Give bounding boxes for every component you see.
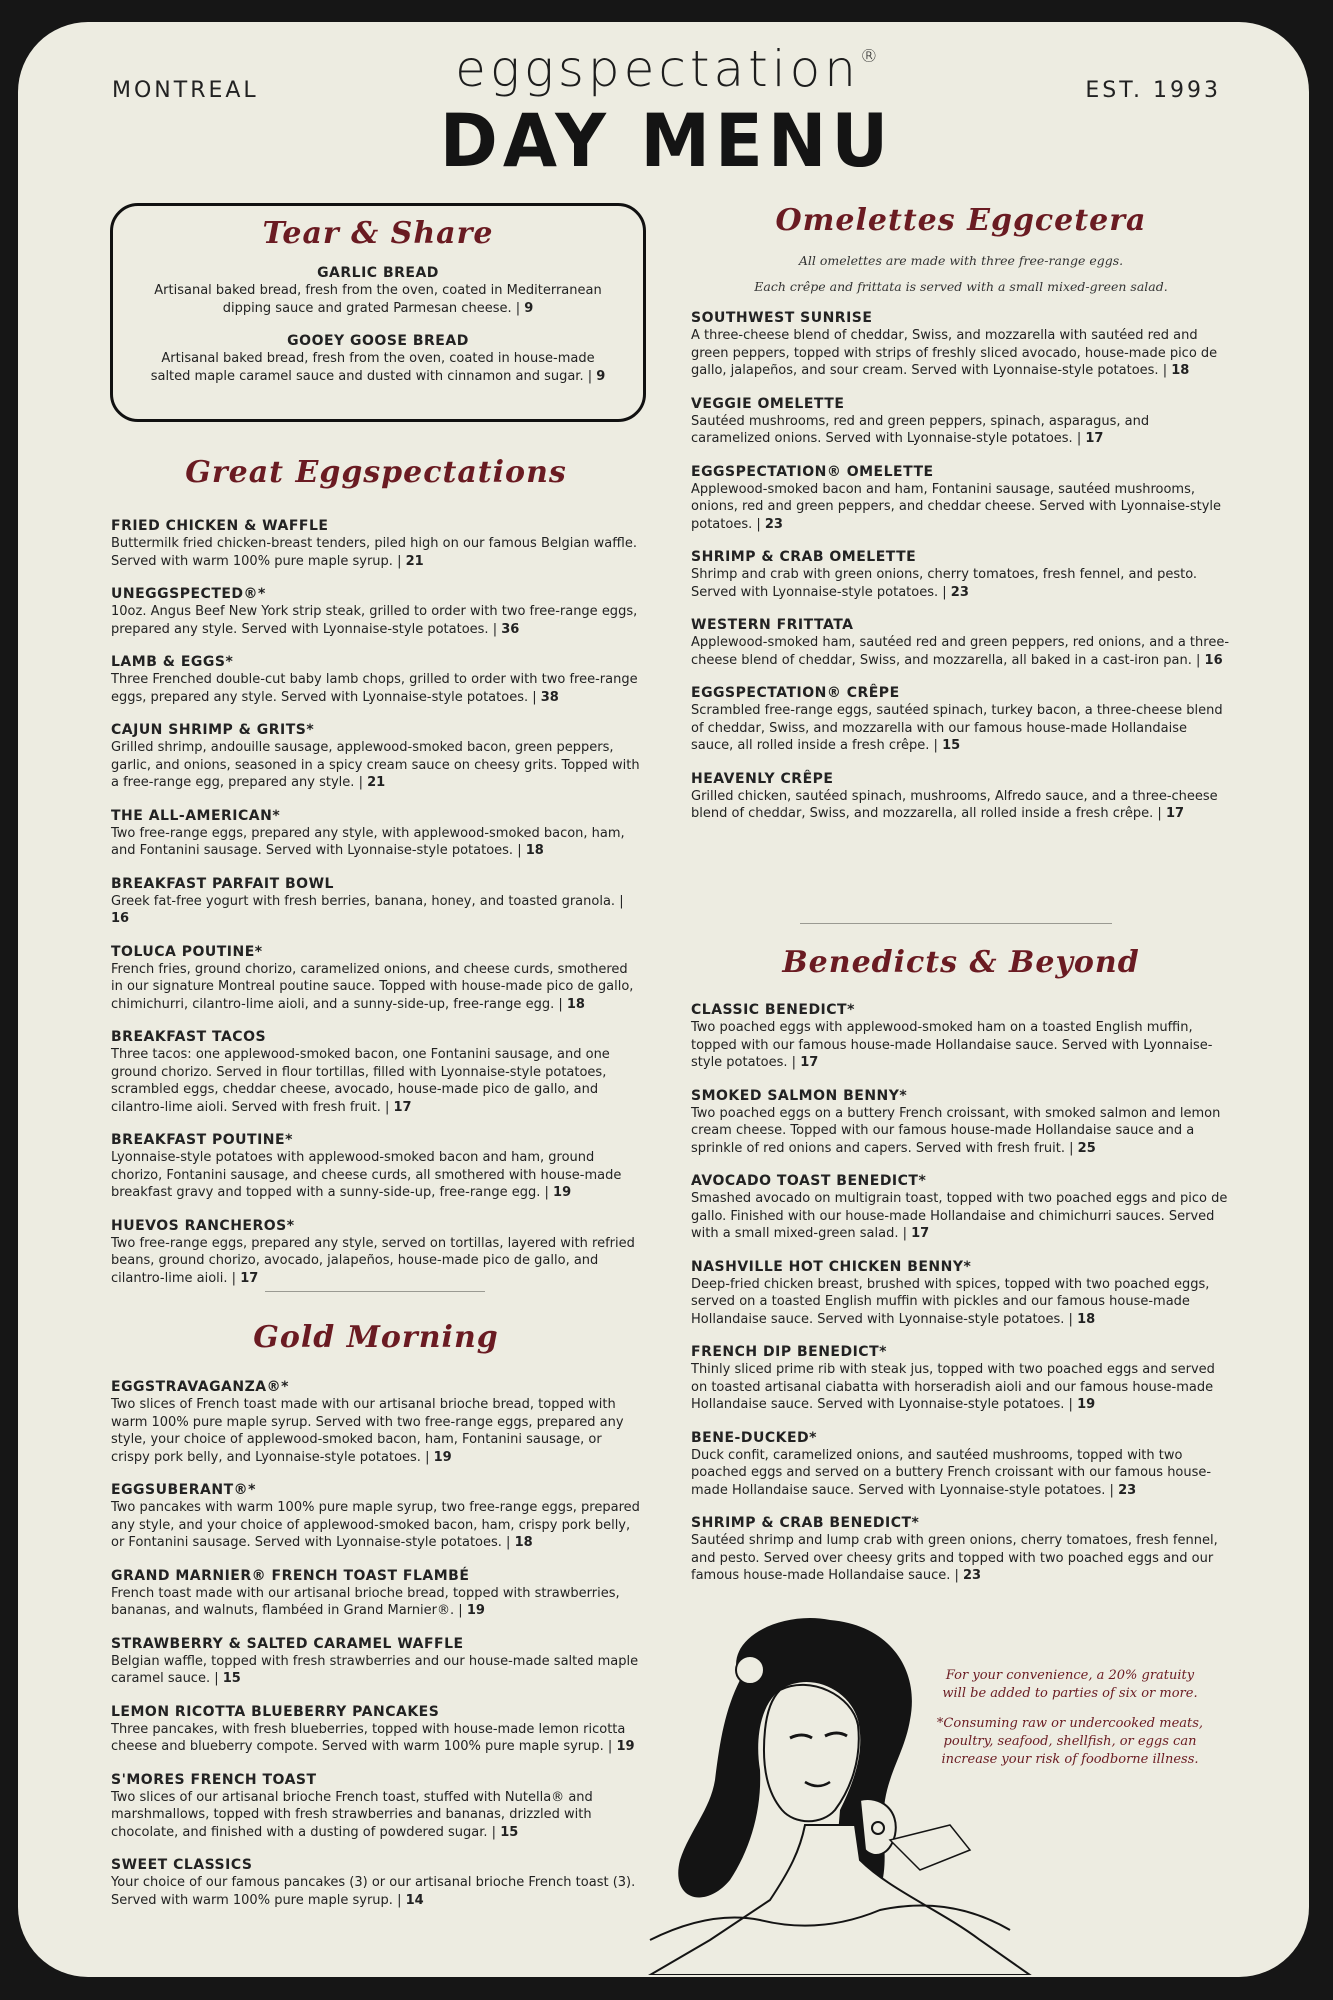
menu-item-price: 17 [911,1226,930,1241]
menu-item-description: French fries, ground chorizo, caramelized onions, and cheese curds, smothered in our signature Montreal poutine sauce. Topped with house-made pico de gallo, chimichurri, cilantro-lime aioli, and a sunny-side-up, free-range egg. | 18 [111,961,634,1012]
menu-item-description: Greek fat-free yogurt with fresh berries, banana, honey, and toasted granola. | 16 [111,893,624,926]
menu-item-name: S'MORES FRENCH TOAST [111,1771,317,1788]
menu-item-description: Deep-fried chicken breast, brushed with spices, topped with two poached eggs, served on a toasted English muffin with pickles and our famous house-made Hollandaise sauce. Served with Lyonnaise-style potatoes. | 18 [691,1276,1210,1327]
menu-item [691,1430,1231,1500]
menu-item-description: Two free-range eggs, prepared any style, with applewood-smoked bacon, ham, and Fontanini sausage. Served with Lyonnaise-style potatoes. | 18 [111,825,625,858]
menu-item-description-text: French toast made with our artisanal brioche bread, topped with strawberries, bananas, and walnuts, flambéed in Grand Marnier®. [111,1585,620,1618]
menu-item-description-text: Applewood-smoked ham, sautéed red and green peppers, red onions, and a three-cheese blend of cheddar, Swiss, and mozzarella, all baked in a cast-iron pan. [691,635,1230,668]
menu-item-description: Two poached eggs on a buttery French croissant, with smoked salmon and lemon cream cheese. Topped with our famous house-made Hollandaise sauce and a sprinkle of red onions and capers. Served with fresh fruit. | 25 [691,1105,1221,1156]
menu-item-name: BREAKFAST PARFAIT BOWL [111,875,334,892]
menu-item-price: 38 [540,689,559,705]
menu-item-description: French toast made with our artisanal brioche bread, topped with strawberries, bananas, and walnuts, flambéed in Grand Marnier®. | 19 [111,1585,620,1618]
menu-item-description-text: Artisanal baked bread, fresh from the oven, coated in Mediterranean dipping sauce and grated Parmesan cheese. [154,283,602,316]
menu-item-name: VEGGIE OMELETTE [691,395,845,412]
menu-item-description: 10oz. Angus Beef New York strip steak, grilled to order with two free-range eggs, prepared any style. Served with Lyonnaise-style potatoes. | 36 [111,604,638,637]
menu-item-price: 14 [405,1892,424,1908]
menu-item [111,1029,641,1116]
menu-item-description: Two poached eggs with applewood-smoked ham on a toasted English muffin, topped with our famous house-made Hollandaise sauce. Served with Lyonnaise-style potatoes. | 17 [691,1020,1213,1070]
menu-item-description: Grilled chicken, sautéed spinach, mushrooms, Alfredo sauce, and a three-cheese blend of cheddar, Swiss, and mozzarella, all rolled inside a fresh crêpe. | 17 [691,788,1218,821]
menu-item-description: Lyonnaise-style potatoes with applewood-smoked bacon and ham, ground chorizo, Fontanini sausage, and cheese curds, all smothered with house-made breakfast gravy and topped with a sunny-side-up, free-range egg. | 19 [111,1150,622,1200]
menu-item-name: EGGSPECTATION® CRÊPE [691,685,900,701]
menu-item-name: LEMON RICOTTA BLUEBERRY PANCAKES [111,1703,440,1720]
menu-item [111,1568,641,1620]
menu-item-name: EGGSUBERANT®* [111,1482,256,1498]
menu-item-price: 16 [1204,652,1223,668]
menu-item-price: 18 [514,1535,533,1550]
menu-item-name: HUEVOS RANCHEROS* [111,1217,295,1234]
omelettes-list [691,310,1231,823]
menu-item [111,1857,641,1909]
great-eggspectations-title: Great Eggspectations [185,455,567,490]
menu-item-price: 18 [1171,363,1190,378]
menu-item-description-text: Your choice of our famous pancakes (3) or our artisanal brioche French toast (3). Served with warm 100% pure maple syrup. [111,1875,636,1908]
menu-item-price: 23 [963,1568,982,1583]
menu-item-description-text: Artisanal baked bread, fresh from the oven, coated in house-made salted maple caramel sauce and dusted with cinnamon and sugar. [150,351,595,384]
tear-share-list [113,265,643,385]
menu-item-description: Applewood-smoked bacon and ham, Fontanini sausage, sautéed mushrooms, onions, red and green peppers, and cheddar cheese. Served with Lyonnaise-style potatoes. | 23 [691,481,1221,532]
established-label: EST. 1993 [1085,78,1221,103]
menu-item-description-text: Three Frenched double-cut baby lamb chops, grilled to order with two free-range eggs, prepared any style. Served with Lyonnaise-style potatoes. [111,672,638,705]
menu-item-price: 19 [1077,1397,1096,1412]
menu-item [691,1344,1231,1414]
tear-share-box [110,203,646,422]
menu-item-description-text: Duck confit, caramelized onions, and sautéed mushrooms, topped with two poached eggs and served on a buttery French croissant with our famous house-made Hollandaise sauce. Served with Lyonnaise-style potatoes. [691,1447,1212,1498]
menu-item-description: Duck confit, caramelized onions, and sautéed mushrooms, topped with two poached eggs and served on a buttery French croissant with our famous house-made Hollandaise sauce. Served with Lyonnaise-style potatoes. | 23 [691,1447,1212,1498]
menu-item-description: Smashed avocado on multigrain toast, topped with two poached eggs and pico de gallo. Finished with our house-made Hollandaise and chimichurri sauces. Served with a small mixed-green salad. | 17 [691,1191,1228,1241]
menu-item [691,396,1231,448]
menu-item-description-text: Scrambled free-range eggs, sautéed spinach, turkey bacon, a three-cheese blend of cheddar, Swiss, and mozzarella with our famous house-made Hollandaise sauce, all rolled inside a fresh crêpe. [691,703,1223,753]
tear-share-title: Tear & Share [262,216,494,251]
menu-item-description-text: Shrimp and crab with green onions, cherry tomatoes, fresh fennel, and pesto. Served with Lyonnaise-style potatoes. [691,567,1198,600]
menu-item-description: Artisanal baked bread, fresh from the oven, coated in Mediterranean dipping sauce and grated Parmesan cheese. | 9 [154,283,602,316]
menu-item-price: 18 [525,843,544,858]
menu-item-description: Scrambled free-range eggs, sautéed spinach, turkey bacon, a three-cheese blend of cheddar, Swiss, and mozzarella with our famous house-made Hollandaise sauce, all rolled inside a fresh crêpe. | 15 [691,703,1223,753]
menu-item [691,617,1231,669]
menu-item [111,808,641,860]
city-label: MONTREAL [112,78,259,103]
menu-item-price: 36 [501,621,520,637]
menu-item [143,333,613,385]
menu-item-description-text: Grilled shrimp, andouille sausage, applewood-smoked bacon, green peppers, garlic, and onions, seasoned in a spicy cream sauce on cheesy grits. Topped with a free-range egg, prepared any style. [111,740,640,790]
omelettes-note-1: All omelettes are made with three free-range eggs. [798,253,1124,268]
menu-item-name: CAJUN SHRIMP & GRITS* [111,722,315,738]
menu-item-description: Two slices of our artisanal brioche French toast, stuffed with Nutella® and marshmallows, topped with fresh strawberries and bananas, drizzled with chocolate, and finished with a dusting of powdered sugar. | 15 [111,1789,593,1840]
menu-item [111,1704,641,1756]
menu-item-description: Three pancakes, with fresh blueberries, topped with house-made lemon ricotta cheese and blueberry compote. Served with warm 100% pure maple syrup. | 19 [111,1721,635,1754]
menu-item-name: BREAKFAST TACOS [111,1029,267,1045]
menu-item [111,654,641,706]
gratuity-note: For your convenience, a 20% gratuity will be added to parties of six or more. [942,1668,1198,1701]
menu-item-price: 16 [111,911,130,926]
menu-item-name: AVOCADO TOAST BENEDICT* [691,1173,927,1189]
menu-item-price: 19 [553,1185,572,1200]
menu-item [691,771,1231,823]
registered-mark: ® [859,46,878,67]
menu-item-name: LAMB & EGGS* [111,654,234,670]
gold-morning-column [111,1320,641,1925]
menu-item [111,1218,641,1288]
menu-item-description: Three tacos: one applewood-smoked bacon, one Fontanini sausage, and one ground chorizo. Served in flour tortillas, filled with Lyonnaise-style potatoes, scrambled eggs, cheddar cheese, avocado, house-made pico de gallo, and cilantro-lime aioli. Served with fresh fruit. | 17 [111,1047,610,1115]
menu-item [111,518,641,570]
brand-logo [0,40,1333,98]
menu-item-description: Artisanal baked bread, fresh from the oven, coated in house-made salted maple caramel sauce and dusted with cinnamon and sugar. | 9 [150,351,606,384]
menu-item [691,1002,1231,1072]
benedicts-column [691,945,1231,1601]
left-divider [265,1291,485,1292]
menu-item-name: TOLUCA POUTINE* [111,943,263,960]
benedicts-title: Benedicts & Beyond [782,945,1140,980]
menu-item-price: 18 [1077,1311,1096,1327]
menu-item-description: Sautéed mushrooms, red and green peppers, spinach, asparagus, and caramelized onions. Served with Lyonnaise-style potatoes. | 17 [691,413,1150,446]
menu-item-price: 9 [524,300,534,316]
menu-item-description: Your choice of our famous pancakes (3) or our artisanal brioche French toast (3). Served with warm 100% pure maple syrup. | 14 [111,1875,636,1908]
menu-item-description-text: Two free-range eggs, prepared any style, with applewood-smoked bacon, ham, and Fontanini sausage. Served with Lyonnaise-style potatoes. [111,825,625,858]
menu-item-name: UNEGGSPECTED®* [111,586,266,602]
menu-item-description-text: Smashed avocado on multigrain toast, topped with two poached eggs and pico de gallo. Finished with our house-made Hollandaise and chimichurri sauces. Served with a small mixed-green salad. [691,1191,1228,1241]
menu-item-price: 23 [764,516,783,532]
menu-item-description: Belgian waffle, topped with fresh strawberries and our house-made salted maple caramel sauce. | 15 [111,1653,639,1686]
menu-item-price: 18 [566,996,585,1012]
menu-item-price: 25 [1077,1140,1096,1156]
menu-item-description: Two slices of French toast made with our artisanal brioche bread, topped with warm 100% pure maple syrup. Served with two free-range eggs, prepared any style, your choice of applewood-smoked bacon, ham, Fontanini sausage, or crispy pork belly, and Lyonnaise-style potatoes. | 19 [111,1397,624,1465]
omelettes-title: Omelettes Eggcetera [775,203,1147,238]
menu-item-description: Three Frenched double-cut baby lamb chops, grilled to order with two free-range eggs, prepared any style. Served with Lyonnaise-style potatoes. | 38 [111,672,638,705]
menu-item [143,265,613,317]
menu-item-price: 23 [1118,1482,1137,1498]
menu-item-description-text: Sautéed shrimp and lump crab with green onions, cherry tomatoes, fresh fennel, and pesto. Served over cheesy grits and topped with two poached eggs and our famous house-made Hollandaise sauce. [691,1533,1218,1583]
menu-item-description-text: Greek fat-free yogurt with fresh berries, banana, honey, and toasted granola. [111,893,616,909]
menu-item [111,944,641,1014]
menu-item-price: 15 [500,1824,519,1840]
menu-item-description: Applewood-smoked ham, sautéed red and green peppers, red onions, and a three-cheese blend of cheddar, Swiss, and mozzarella, all baked in a cast-iron pan. | 16 [691,635,1230,668]
menu-item [691,549,1231,601]
menu-item-description-text: 10oz. Angus Beef New York strip steak, grilled to order with two free-range eggs, prepared any style. Served with Lyonnaise-style potatoes. [111,604,638,637]
menu-item-price: 17 [1165,806,1185,821]
omelettes-note-2: Each crêpe and frittata is served with a small mixed-green salad. [754,279,1168,294]
menu-item [111,1772,641,1842]
menu-item-price: 23 [950,584,969,600]
menu-item-description-text: Three tacos: one applewood-smoked bacon, one Fontanini sausage, and one ground chorizo. Served in flour tortillas, filled with Lyonnaise-style potatoes, scrambled eggs, cheddar cheese, avocado, house-made pico de gallo, and cilantro-lime aioli. Served with fresh fruit. [111,1047,610,1115]
menu-item [111,1132,641,1202]
menu-item [691,1173,1231,1243]
menu-item [691,464,1231,534]
menu-item-description-text: Two poached eggs with applewood-smoked ham on a toasted English muffin, topped with our famous house-made Hollandaise sauce. Served with Lyonnaise-style potatoes. [691,1020,1213,1070]
menu-item [691,1088,1231,1158]
menu-item-description: Buttermilk fried chicken-breast tenders, piled high on our famous Belgian waffle. Served with warm 100% pure maple syrup. | 21 [111,536,637,569]
menu-item-name: FRIED CHICKEN & WAFFLE [111,518,329,534]
menu-item-price: 15 [222,1671,241,1686]
benedicts-list [691,1002,1231,1585]
left-column [111,455,641,1303]
menu-item-name: EGGSTRAVAGANZA®* [111,1379,289,1395]
menu-item-name: HEAVENLY CRÊPE [691,770,834,787]
menu-item-price: 17 [800,1055,819,1070]
menu-item [111,1636,641,1688]
menu-item [691,685,1231,755]
menu-item-name: EGGSPECTATION® OMELETTE [691,463,934,480]
menu-item-price: 9 [596,368,606,384]
menu-item-price: 17 [393,1099,412,1115]
menu-item-name: GRAND MARNIER® FRENCH TOAST FLAMBÉ [111,1567,470,1584]
menu-item-price: 21 [367,775,386,790]
menu-item [111,1379,641,1466]
menu-item-name: SHRIMP & CRAB BENEDICT* [691,1515,920,1531]
menu-item-description-text: Buttermilk fried chicken-breast tenders, piled high on our famous Belgian waffle. Served with warm 100% pure maple syrup. [111,536,637,569]
menu-item-name: THE ALL-AMERICAN* [111,807,281,824]
menu-item-description-text: Two slices of French toast made with our artisanal brioche bread, topped with warm 100% pure maple syrup. Served with two free-range eggs, prepared any style, your choice of applewood-smoked bacon, ham, Fontanini sausage, or crispy pork belly, and Lyonnaise-style potatoes. [111,1397,624,1465]
menu-item-name: SWEET CLASSICS [111,1857,253,1873]
menu-item-name: CLASSIC BENEDICT* [691,1002,855,1018]
menu-item-description-text: Sautéed mushrooms, red and green peppers, spinach, asparagus, and caramelized onions. Served with Lyonnaise-style potatoes. [691,413,1150,446]
pinup-illustration [590,1610,1060,1975]
menu-item-price: 15 [942,738,961,753]
menu-item [691,1259,1231,1329]
menu-item-description: Thinly sliced prime rib with steak jus, topped with two poached eggs and served on toasted artisanal ciabatta with horseradish aioli and our famous house-made Hollandaise sauce. Served with Lyonnaise-style potatoes. | 19 [691,1362,1215,1412]
great-eggspectations-list [111,518,641,1287]
menu-item-price: 17 [1085,431,1104,446]
menu-item-price: 19 [616,1739,635,1754]
menu-item-description: Shrimp and crab with green onions, cherry tomatoes, fresh fennel, and pesto. Served with Lyonnaise-style potatoes. | 23 [691,567,1198,600]
menu-item-description: A three-cheese blend of cheddar, Swiss, and mozzarella with sautéed red and green peppers, topped with strips of freshly sliced avocado, house-made pico de gallo, jalapeños, and sour cream. Served with Lyonnaise-style potatoes. | 18 [691,328,1218,378]
menu-item-description-text: A three-cheese blend of cheddar, Swiss, and mozzarella with sautéed red and green peppers, topped with strips of freshly sliced avocado, house-made pico de gallo, jalapeños, and sour cream. Served with Lyonnaise-style potatoes. [691,328,1218,378]
menu-item-description: Grilled shrimp, andouille sausage, applewood-smoked bacon, green peppers, garlic, and onions, seasoned in a spicy cream sauce on cheesy grits. Topped with a free-range egg, prepared any style. | 21 [111,740,640,790]
menu-item-price: 17 [240,1270,259,1286]
brand-name: eggspectation [455,40,860,98]
menu-item-name: WESTERN FRITTATA [691,617,854,633]
menu-item [111,1482,641,1552]
menu-item [111,586,641,638]
menu-item-name: NASHVILLE HOT CHICKEN BENNY* [691,1258,972,1275]
menu-item-description-text: Two free-range eggs, prepared any style, served on tortillas, layered with refried beans, ground chorizo, avocado, jalapeños, house-made pico de gallo, and cilantro-lime aioli. [111,1235,635,1286]
gold-morning-title: Gold Morning [253,1320,499,1355]
menu-item-price: 21 [405,553,424,569]
menu-item [691,310,1231,380]
menu-item-description-text: Two slices of our artisanal brioche French toast, stuffed with Nutella® and marshmallows, topped with fresh strawberries and bananas, drizzled with chocolate, and finished with a dusting of powdered sugar. [111,1789,593,1840]
menu-item-description: Sautéed shrimp and lump crab with green onions, cherry tomatoes, fresh fennel, and pesto. Served over cheesy grits and topped with two poached eggs and our famous house-made Hollandaise sauce. | 23 [691,1533,1218,1583]
menu-item-description-text: Thinly sliced prime rib with steak jus, topped with two poached eggs and served on toasted artisanal ciabatta with horseradish aioli and our famous house-made Hollandaise sauce. Served with Lyonnaise-style potatoes. [691,1362,1215,1412]
menu-item [691,1515,1231,1585]
menu-item-name: SMOKED SALMON BENNY* [691,1087,908,1104]
right-column [691,203,1231,839]
menu-item-name: SHRIMP & CRAB OMELETTE [691,549,917,565]
menu-item-description: Two free-range eggs, prepared any style, served on tortillas, layered with refried beans, ground chorizo, avocado, jalapeños, house-made pico de gallo, and cilantro-lime aioli. | 17 [111,1235,635,1286]
menu-item [111,722,641,792]
menu-item-description-text: Deep-fried chicken breast, brushed with spices, topped with two poached eggs, served on a toasted English muffin with pickles and our famous house-made Hollandaise sauce. Served with Lyonnaise-style potatoes. [691,1276,1210,1327]
gold-morning-list [111,1379,641,1909]
menu-item-name: BREAKFAST POUTINE* [111,1132,293,1148]
menu-item-description-text: Belgian waffle, topped with fresh strawberries and our house-made salted maple caramel sauce. [111,1653,639,1686]
foodborne-warning: *Consuming raw or undercooked meats, poultry, seafood, shellfish, or eggs can increase your risk of foodborne illness. [936,1716,1204,1767]
menu-item-description-text: Applewood-smoked bacon and ham, Fontanini sausage, sautéed mushrooms, onions, red and green peppers, and cheddar cheese. Served with Lyonnaise-style potatoes. [691,481,1221,532]
menu-item-description-text: Grilled chicken, sautéed spinach, mushrooms, Alfredo sauce, and a three-cheese blend of cheddar, Swiss, and mozzarella, all rolled inside a fresh crêpe. [691,788,1218,821]
menu-item-description-text: French fries, ground chorizo, caramelized onions, and cheese curds, smothered in our signature Montreal poutine sauce. Topped with house-made pico de gallo, chimichurri, cilantro-lime aioli, and a sunny-side-up, free-range egg. [111,961,634,1012]
menu-item-description-text: Two pancakes with warm 100% pure maple syrup, two free-range eggs, prepared any style, and your choice of applewood-smoked bacon, ham, crispy pork belly, or Fontanini sausage. Served with Lyonnaise-style potatoes. [111,1500,640,1550]
page-title: DAY MENU [439,97,894,185]
menu-item-price: 19 [466,1603,485,1618]
right-divider [800,923,1112,924]
menu-item-description-text: Lyonnaise-style potatoes with applewood-smoked bacon and ham, ground chorizo, Fontanini sausage, and cheese curds, all smothered with house-made breakfast gravy and topped with a sunny-side-up, free-range egg. [111,1150,622,1200]
menu-item-price: 19 [433,1449,452,1465]
menu-item-name: BENE-DUCKED* [691,1429,817,1446]
menu-item-name: STRAWBERRY & SALTED CARAMEL WAFFLE [111,1635,464,1652]
menu-item-name: GOOEY GOOSE BREAD [287,333,469,349]
menu-item-name: FRENCH DIP BENEDICT* [691,1344,887,1360]
menu-item-name: SOUTHWEST SUNRISE [691,310,873,326]
menu-item [111,876,641,928]
menu-item-description-text: Two poached eggs on a buttery French croissant, with smoked salmon and lemon cream cheese. Topped with our famous house-made Hollandaise sauce and a sprinkle of red onions and capers. Served with fresh fruit. [691,1105,1221,1156]
menu-item-name: GARLIC BREAD [317,265,439,281]
menu-item-description: Two pancakes with warm 100% pure maple syrup, two free-range eggs, prepared any style, and your choice of applewood-smoked bacon, ham, crispy pork belly, or Fontanini sausage. Served with Lyonnaise-style potatoes. | 18 [111,1500,640,1550]
menu-item-description-text: Three pancakes, with fresh blueberries, topped with house-made lemon ricotta cheese and blueberry compote. Served with warm 100% pure maple syrup. [111,1721,626,1754]
